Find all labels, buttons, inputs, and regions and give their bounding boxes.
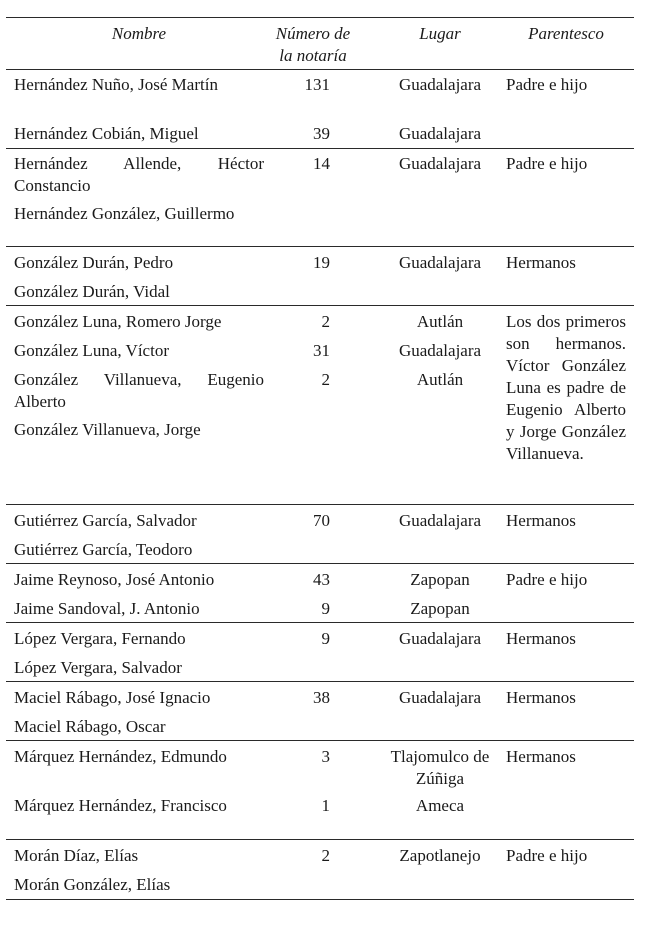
- row-place: Ameca: [415, 796, 465, 815]
- header-numero: [268, 23, 358, 67]
- group-rule: [6, 622, 634, 623]
- group-parentesco: Hermanos: [506, 688, 576, 707]
- row-name: Gutiérrez García, Salvador: [14, 511, 197, 530]
- row-place: Autlán: [416, 370, 464, 389]
- group-parentesco: Hermanos: [506, 511, 576, 530]
- row-place: Tlajomulco de Zúñiga: [390, 747, 490, 788]
- row-name: González Luna, Romero Jorge: [14, 312, 222, 331]
- row-num: 43: [313, 570, 330, 589]
- group-parentesco: Hermanos: [506, 253, 576, 272]
- header-parentesco: Parentesco: [528, 24, 604, 43]
- group-parentesco: Hermanos: [506, 629, 576, 648]
- header-numero-line1: Número de: [275, 24, 351, 43]
- row-name: Hernández Cobián, Miguel: [14, 124, 199, 143]
- row-name: González Durán, Vidal: [14, 282, 170, 301]
- row-place: Guadalajara: [398, 629, 482, 648]
- row-place: Zapopan: [410, 599, 470, 618]
- row-place: Guadalajara: [398, 154, 482, 173]
- row-num: 131: [304, 75, 330, 94]
- row-place: Guadalajara: [398, 253, 482, 272]
- header-nombre: Nombre: [111, 24, 167, 43]
- row-place: Guadalajara: [398, 341, 482, 360]
- row-name: Morán Díaz, Elías: [14, 846, 139, 865]
- row-name: Jaime Reynoso, José Antonio: [14, 570, 215, 589]
- header-numero-line2: la notaría: [279, 46, 347, 65]
- group-parentesco: Hermanos: [506, 747, 576, 766]
- row-name: González Luna, Víctor: [14, 341, 169, 360]
- table-bottom-rule: [6, 899, 634, 900]
- table-top-rule: [6, 17, 634, 18]
- row-num: 19: [313, 253, 330, 272]
- row-place: Guadalajara: [398, 75, 482, 94]
- row-num: 2: [321, 846, 330, 865]
- group-rule: [6, 305, 634, 306]
- row-num: 2: [321, 370, 330, 389]
- row-num: 3: [321, 747, 330, 766]
- row-name: Jaime Sandoval, J. Antonio: [14, 599, 200, 618]
- group-rule: [6, 504, 634, 505]
- row-name: Maciel Rábago, Oscar: [14, 717, 166, 736]
- row-num: 1: [321, 796, 330, 815]
- row-place: Guadalajara: [398, 511, 482, 530]
- row-place: Guadalajara: [398, 688, 482, 707]
- header-lugar: Lugar: [419, 24, 461, 43]
- row-num: 9: [321, 629, 330, 648]
- group-parentesco: Padre e hijo: [506, 846, 588, 865]
- row-num: 14: [313, 154, 330, 173]
- row-name: Márquez Hernández, Francisco: [14, 796, 227, 815]
- group-parentesco: Padre e hijo: [506, 154, 588, 173]
- row-name: Maciel Rábago, José Ignacio: [14, 688, 211, 707]
- group-rule: [6, 740, 634, 741]
- row-name: Márquez Hernández, Edmundo: [14, 747, 227, 766]
- row-num: 2: [321, 312, 330, 331]
- row-num: 70: [313, 511, 330, 530]
- group-parentesco: Los dos primeros son hermanos. Víctor González Luna es padre de Eugenio Alberto y Jorge González Villanueva.: [506, 312, 626, 463]
- row-name: González Durán, Pedro: [14, 253, 174, 272]
- group-rule: [6, 839, 634, 840]
- row-name: Hernández Nuño, José Martín: [14, 75, 218, 94]
- row-name: González Villanueva, Eugenio Alberto: [14, 370, 264, 411]
- row-name: González Villanueva, Jorge: [14, 420, 201, 439]
- group-rule: [6, 563, 634, 564]
- row-name: Hernández Allende, Héctor Constancio: [14, 154, 264, 195]
- row-name: Gutiérrez García, Teodoro: [14, 540, 193, 559]
- row-name: Hernández González, Guillermo: [14, 204, 235, 223]
- group-rule: [6, 148, 634, 149]
- row-name: López Vergara, Fernando: [14, 629, 186, 648]
- row-place: Autlán: [416, 312, 464, 331]
- row-place: Guadalajara: [398, 124, 482, 143]
- row-num: 31: [313, 341, 330, 360]
- group-rule: [6, 246, 634, 247]
- row-place: Zapopan: [410, 570, 470, 589]
- row-num: 9: [321, 599, 330, 618]
- header-rule: [6, 69, 634, 70]
- group-parentesco: Padre e hijo: [506, 570, 588, 589]
- row-place: Zapotlanejo: [399, 846, 481, 865]
- group-parentesco: Padre e hijo: [506, 75, 588, 94]
- row-num: 39: [313, 124, 330, 143]
- row-name: Morán González, Elías: [14, 875, 171, 894]
- row-name: López Vergara, Salvador: [14, 658, 182, 677]
- group-rule: [6, 681, 634, 682]
- row-num: 38: [313, 688, 330, 707]
